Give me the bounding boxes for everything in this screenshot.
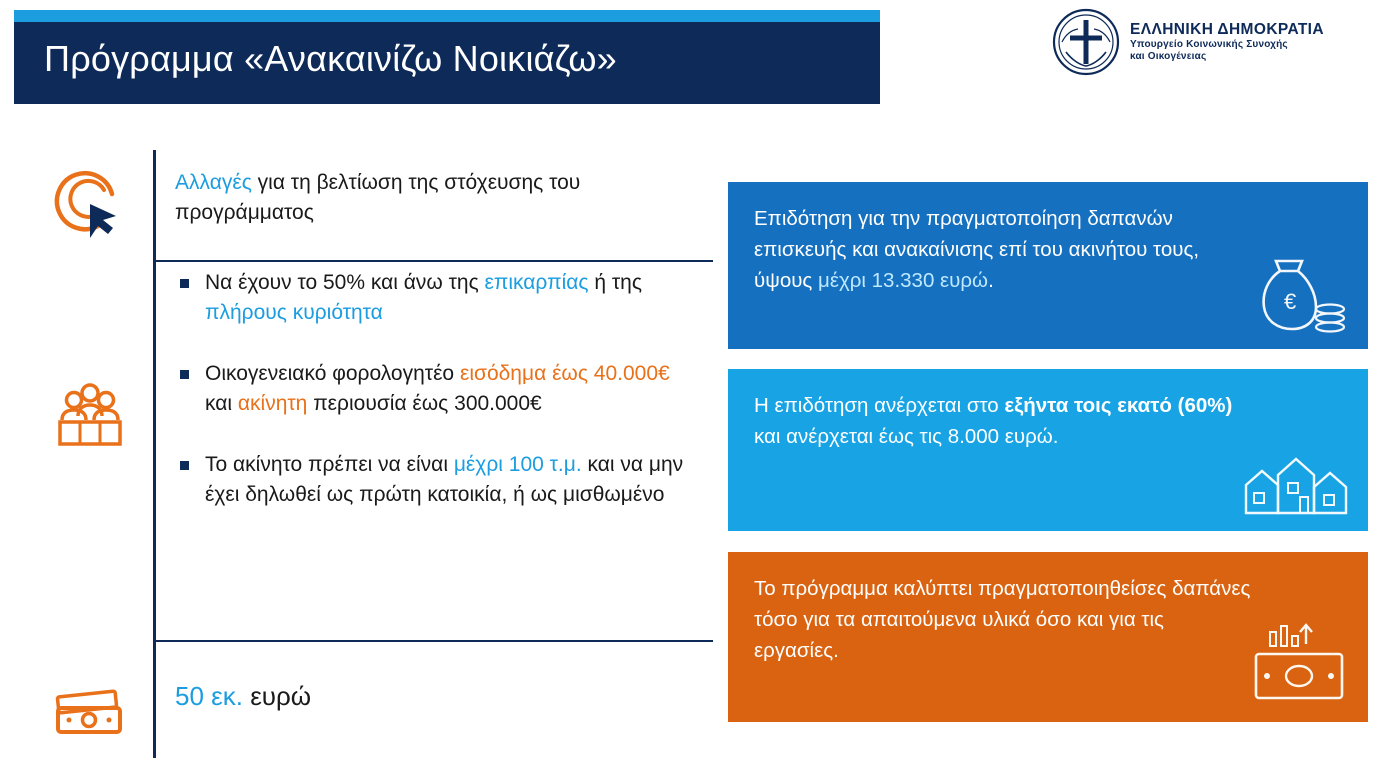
criteria-list: [175, 268, 700, 541]
card3-p1: Το πρόγραμμα καλύπτει πραγματοποιηθείσες δαπάνες τόσο για τα απαιτούμενα υλικά όσο και για τις εργασίες.: [754, 577, 1251, 662]
card-covered-expenses-text: [754, 574, 1254, 666]
horizontal-divider-2: [153, 640, 713, 642]
greek-republic-emblem-icon: [1052, 8, 1120, 76]
card-subsidy-amount-text: [754, 204, 1254, 296]
budget-text: [175, 678, 700, 716]
ministry-subtitle-line1: Υπουργείο Κοινωνικής Συνοχής: [1130, 38, 1288, 50]
money-chart-icon: [1240, 622, 1350, 712]
list-item: [175, 268, 700, 329]
ministry-title: ΕΛΛΗΝΙΚΗ ΔΗΜΟΚΡΑΤΙΑ: [1130, 20, 1324, 38]
criteria-2-p1: Οικογενειακό φορολογητέο: [205, 361, 460, 385]
targeting-text-highlight: Αλλαγές: [175, 171, 252, 194]
card-subsidy-percent: [728, 369, 1368, 531]
list-item: [175, 359, 700, 420]
criteria-2-p2: εισόδημα έως 40.000€: [459, 361, 670, 385]
criteria-2-p4: ακίνητη: [237, 392, 308, 416]
budget-unit: ευρώ: [242, 681, 312, 711]
card1-p3: .: [988, 268, 994, 292]
banknotes-icon: [50, 672, 130, 752]
card1-p1: Επιδότηση για την πραγματοποίηση δαπανών επισκευής και ανακαίνισης επί του ακινήτου τους, ύψους: [754, 207, 1200, 292]
svg-text:€: €: [1284, 289, 1297, 314]
family-group-icon: [50, 378, 130, 458]
houses-icon: [1240, 431, 1350, 521]
criteria-3-p1: Το ακίνητο πρέπει να είναι: [205, 452, 454, 476]
criteria-3-p3: και να μην έχει δηλωθεί ως πρώτη κατοικία, ή ως μισθωμένο: [205, 452, 684, 507]
card-subsidy-percent-text: [754, 391, 1254, 453]
horizontal-divider-1: [153, 260, 713, 262]
card-covered-expenses: [728, 552, 1368, 722]
card2-p2: εξήντα τοις εκατό (60%): [1004, 394, 1233, 417]
criteria-1-p2: επικαρπίας: [484, 271, 589, 294]
card1-p2: μέχρι 13.330 ευρώ: [818, 268, 989, 292]
ministry-branding: [1052, 4, 1382, 80]
vertical-divider: [153, 150, 156, 758]
left-content-column: [20, 150, 700, 760]
criteria-2-p5: περιουσία έως 300.000€: [307, 392, 542, 416]
money-bag-icon: [1240, 249, 1350, 339]
criteria-1-p3: ή της: [588, 271, 642, 294]
list-item: [175, 450, 700, 511]
target-cursor-icon: [50, 164, 130, 244]
budget-amount: 50 εκ.: [175, 681, 243, 711]
criteria-1-p1: Να έχουν το 50% και άνω της: [205, 271, 485, 294]
page-title: Πρόγραμμα «Ανακαινίζω Νοικιάζω»: [44, 38, 617, 79]
card-subsidy-amount: [728, 182, 1368, 349]
criteria-1-p4: πλήρους κυριότητα: [205, 301, 383, 325]
ministry-text-block: [1130, 21, 1324, 64]
criteria-3-p2: μέχρι 100 τ.μ.: [453, 452, 582, 476]
card2-p1: Η επιδότηση ανέρχεται στο: [754, 394, 1005, 417]
card2-p3: και ανέρχεται έως τις 8.000 ευρώ.: [754, 424, 1059, 448]
title-block: [14, 10, 880, 104]
title-accent-bar: [14, 10, 880, 22]
targeting-text-rest: για τη βελτίωση της στόχευσης του προγράμματος: [175, 171, 581, 225]
ministry-subtitle-line2: και Οικογένειας: [1130, 51, 1207, 62]
criteria-2-p3: και: [205, 392, 238, 416]
targeting-text: [175, 168, 700, 229]
